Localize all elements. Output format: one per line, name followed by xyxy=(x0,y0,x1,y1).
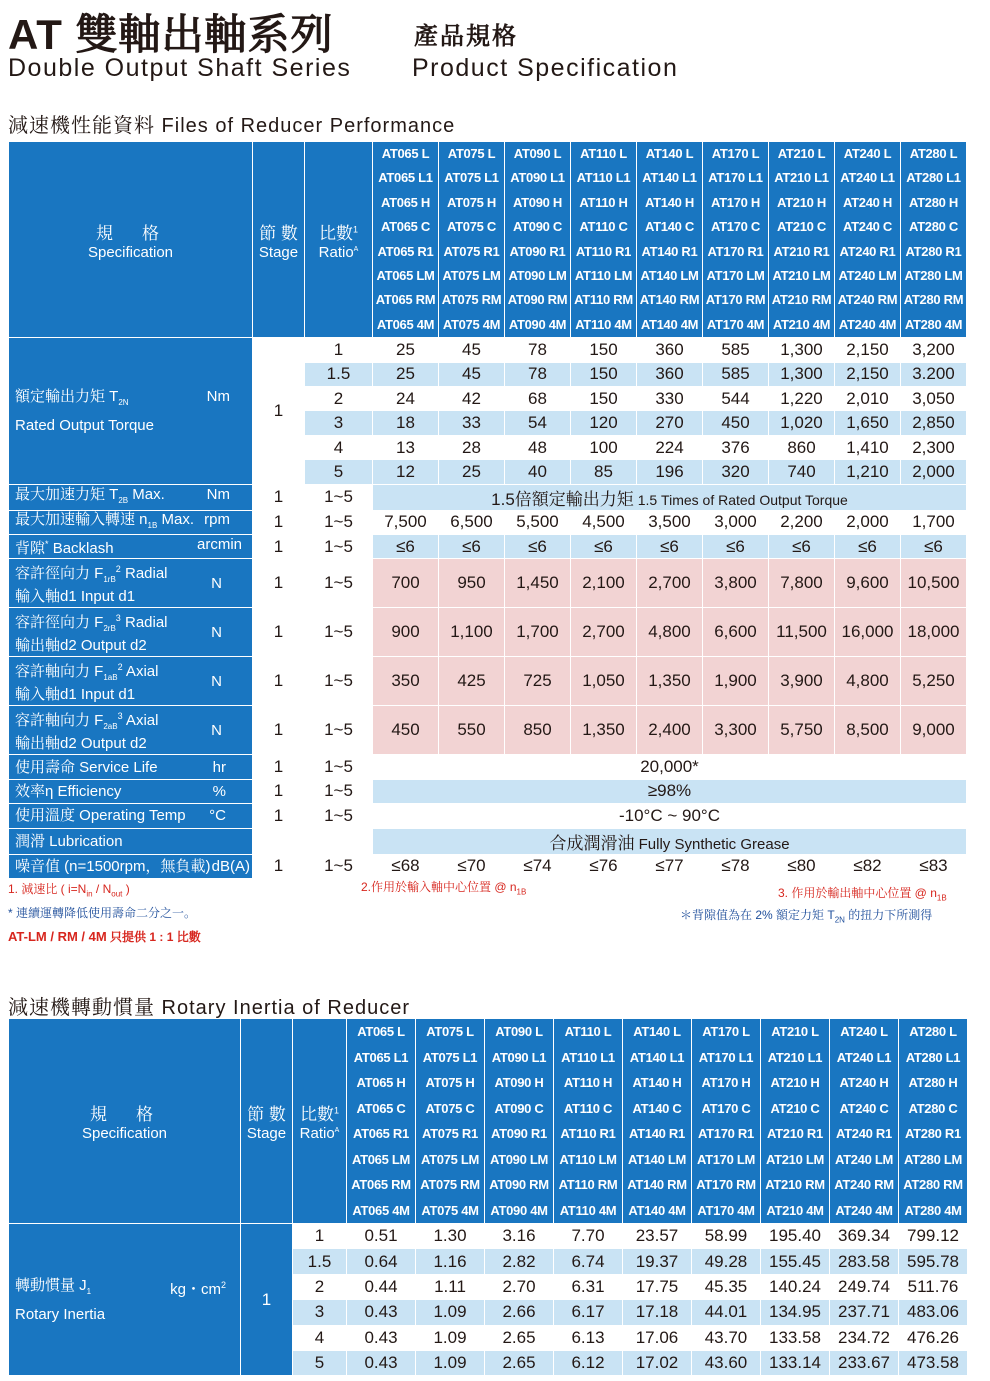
inertia-value: 595.78 xyxy=(899,1249,968,1274)
force-ratio: 1~5 xyxy=(305,608,373,657)
model-column-header: AT210 L AT210 L1 AT210 H AT210 C AT210 R1 AT210 LM AT210 RM AT210 4M xyxy=(761,1019,830,1224)
inertia-value: 369.34 xyxy=(830,1224,899,1249)
inertia-value: 133.14 xyxy=(761,1350,830,1375)
life-ratio: 1~5 xyxy=(305,755,373,779)
speed-stage: 1 xyxy=(253,510,305,534)
life-stage: 1 xyxy=(253,755,305,779)
inertia-value: 134.95 xyxy=(761,1300,830,1325)
torque-ratio: 3 xyxy=(305,411,373,435)
inertia-ratio: 1.5 xyxy=(293,1249,347,1274)
speed-value: 7,500 xyxy=(373,510,439,534)
note-output-shaft: 3. 作用於輸出軸中心位置 @ $n_{1B}$ xyxy=(778,886,947,903)
torque-value: 1,300 xyxy=(769,362,835,386)
torque-value: 85 xyxy=(571,460,637,484)
torque-value: 1,650 xyxy=(835,411,901,435)
noise-value: ≤77 xyxy=(637,854,703,878)
inertia-ratio: 5 xyxy=(293,1350,347,1375)
inertia-value: 155.45 xyxy=(761,1249,830,1274)
force-value: 950 xyxy=(439,559,505,608)
lube-label: 潤滑 Lubrication xyxy=(9,828,253,854)
inertia-value: 0.43 xyxy=(347,1300,416,1325)
torque-value: 13 xyxy=(373,435,439,459)
inertia-value: 140.24 xyxy=(761,1274,830,1299)
torque-value: 1,020 xyxy=(769,411,835,435)
torque-value: 585 xyxy=(703,338,769,362)
speed-ratio: 1~5 xyxy=(305,510,373,534)
performance-section-title: 減速機性能資料 Files of Reducer Performance xyxy=(8,115,456,137)
inertia-label: 轉動慣量 $J_1$ kg・$cm^2$ Rotary Inertia xyxy=(9,1224,241,1376)
torque-ratio: 4 xyxy=(305,435,373,459)
force-value: 8,500 xyxy=(835,706,901,755)
force-label: 容許軸向力 $F_{1aB}^2$ Axial 輸入軸d1 Input d1 N xyxy=(9,657,253,706)
model-column-header: AT170 L AT170 L1 AT170 H AT170 C AT170 R1 AT170 LM AT170 RM AT170 4M xyxy=(703,142,769,338)
model-column-header: AT065 L AT065 L1 AT065 H AT065 C AT065 R1 AT065 LM AT065 RM AT065 4M xyxy=(373,142,439,338)
torque-value: 860 xyxy=(769,435,835,459)
force-value: 1,350 xyxy=(637,657,703,706)
speed-value: 5,500 xyxy=(505,510,571,534)
inertia-value: 7.70 xyxy=(554,1224,623,1249)
backlash-label: 背隙* Backlash arcmin xyxy=(9,534,253,558)
inertia-value: 2.70 xyxy=(485,1274,554,1299)
model-column-header: AT110 L AT110 L1 AT110 H AT110 C AT110 R1 AT110 LM AT110 RM AT110 4M xyxy=(571,142,637,338)
lube-value: 合成潤滑油 Fully Synthetic Grease xyxy=(373,828,967,854)
force-value: 7,800 xyxy=(769,559,835,608)
temp-ratio: 1~5 xyxy=(305,804,373,828)
torque-value: 320 xyxy=(703,460,769,484)
stage-header: 節 數 Stage xyxy=(241,1019,293,1224)
force-stage: 1 xyxy=(253,657,305,706)
page-title-zh: AT 雙軸出軸系列 xyxy=(8,11,334,58)
inertia-ratio: 1 xyxy=(293,1224,347,1249)
force-value: 550 xyxy=(439,706,505,755)
inertia-table xyxy=(8,1018,968,1376)
inertia-value: 483.06 xyxy=(899,1300,968,1325)
model-column-header: AT280 L AT280 L1 AT280 H AT280 C AT280 R1 AT280 LM AT280 RM AT280 4M xyxy=(899,1019,968,1224)
inertia-value: 58.99 xyxy=(692,1224,761,1249)
torque-value: 3.200 xyxy=(901,362,967,386)
torque-value: 2,150 xyxy=(835,338,901,362)
inertia-value: 43.60 xyxy=(692,1350,761,1375)
torque-value: 150 xyxy=(571,362,637,386)
inertia-value: 1.09 xyxy=(416,1325,485,1350)
torque-value: 224 xyxy=(637,435,703,459)
force-label: 容許軸向力 $F_{2aB}^3$ Axial 輸出軸d2 Output d2 N xyxy=(9,706,253,755)
force-value: 6,600 xyxy=(703,608,769,657)
life-label: 使用壽命 Service Life hr xyxy=(9,755,253,779)
performance-table xyxy=(8,141,967,879)
model-column-header: AT170 L AT170 L1 AT170 H AT170 C AT170 R1 AT170 LM AT170 RM AT170 4M xyxy=(692,1019,761,1224)
torque-stage: 1 xyxy=(253,338,305,484)
torque-value: 150 xyxy=(571,338,637,362)
force-value: 1,050 xyxy=(571,657,637,706)
torque-value: 150 xyxy=(571,387,637,411)
inertia-value: 6.12 xyxy=(554,1350,623,1375)
model-column-header: AT075 L AT075 L1 AT075 H AT075 C AT075 R1 AT075 LM AT075 RM AT075 4M xyxy=(416,1019,485,1224)
force-stage: 1 xyxy=(253,706,305,755)
inertia-value: 1.30 xyxy=(416,1224,485,1249)
inertia-value: 0.44 xyxy=(347,1274,416,1299)
torque-value: 78 xyxy=(505,338,571,362)
accel-value: 1.5倍額定輸出力矩 1.5 Times of Rated Output Torque xyxy=(373,484,967,510)
temp-stage: 1 xyxy=(253,804,305,828)
model-column-header: AT140 L AT140 L1 AT140 H AT140 C AT140 R1 AT140 LM AT140 RM AT140 4M xyxy=(637,142,703,338)
inertia-value: 44.01 xyxy=(692,1300,761,1325)
force-value: 2,100 xyxy=(571,559,637,608)
torque-value: 2,010 xyxy=(835,387,901,411)
inertia-value: 511.76 xyxy=(899,1274,968,1299)
inertia-ratio: 2 xyxy=(293,1274,347,1299)
life-value: 20,000* xyxy=(373,755,967,779)
torque-ratio: 2 xyxy=(305,387,373,411)
force-value: 5,750 xyxy=(769,706,835,755)
torque-value: 28 xyxy=(439,435,505,459)
inertia-stage: 1 xyxy=(241,1224,293,1376)
torque-value: 360 xyxy=(637,338,703,362)
accel-ratio: 1~5 xyxy=(305,484,373,510)
force-stage: 1 xyxy=(253,559,305,608)
backlash-stage: 1 xyxy=(253,534,305,558)
inertia-value: 0.51 xyxy=(347,1224,416,1249)
force-ratio: 1~5 xyxy=(305,706,373,755)
speed-value: 1,700 xyxy=(901,510,967,534)
inertia-value: 0.43 xyxy=(347,1325,416,1350)
noise-value: ≤82 xyxy=(835,854,901,878)
inertia-value: 1.09 xyxy=(416,1350,485,1375)
force-stage: 1 xyxy=(253,608,305,657)
inertia-value: 17.75 xyxy=(623,1274,692,1299)
backlash-ratio: 1~5 xyxy=(305,534,373,558)
force-value: 3,900 xyxy=(769,657,835,706)
stage-header: 節 數 Stage xyxy=(253,142,305,338)
torque-value: 45 xyxy=(439,338,505,362)
inertia-value: 0.64 xyxy=(347,1249,416,1274)
efficiency-ratio: 1~5 xyxy=(305,779,373,803)
torque-value: 585 xyxy=(703,362,769,386)
efficiency-value: ≥98% xyxy=(373,779,967,803)
lube-stage xyxy=(253,828,305,854)
inertia-section-title: 減速機轉動慣量 Rotary Inertia of Reducer xyxy=(8,997,410,1019)
torque-value: 42 xyxy=(439,387,505,411)
torque-value: 25 xyxy=(373,362,439,386)
inertia-value: 6.31 xyxy=(554,1274,623,1299)
model-column-header: AT075 L AT075 L1 AT075 H AT075 C AT075 R1 AT075 LM AT075 RM AT075 4M xyxy=(439,142,505,338)
model-column-header: AT140 L AT140 L1 AT140 H AT140 C AT140 R1 AT140 LM AT140 RM AT140 4M xyxy=(623,1019,692,1224)
efficiency-label: 效率η Efficiency % xyxy=(9,779,253,803)
temp-value: -10°C ~ 90°C xyxy=(373,804,967,828)
note-input-shaft: 2.作用於輸入軸中心位置 @ $n_{1B}$ xyxy=(361,880,527,897)
speed-value: 4,500 xyxy=(571,510,637,534)
torque-value: 54 xyxy=(505,411,571,435)
force-value: 9,000 xyxy=(901,706,967,755)
backlash-value: ≤6 xyxy=(835,534,901,558)
noise-stage: 1 xyxy=(253,854,305,878)
speed-value: 3,000 xyxy=(703,510,769,534)
torque-value: 376 xyxy=(703,435,769,459)
force-value: 1,350 xyxy=(571,706,637,755)
inertia-value: 45.35 xyxy=(692,1274,761,1299)
note-backlash: ＊背隙值為在 2% 額定力矩 $T_{2N}$ 的扭力下所測得 xyxy=(680,908,933,925)
force-value: 1,900 xyxy=(703,657,769,706)
accel-label: 最大加速力矩 $T_{2B}$ Max. Nm xyxy=(9,484,253,510)
torque-ratio: 1 xyxy=(305,338,373,362)
torque-value: 3,050 xyxy=(901,387,967,411)
noise-value: ≤68 xyxy=(373,854,439,878)
inertia-value: 133.58 xyxy=(761,1325,830,1350)
torque-ratio: 1.5 xyxy=(305,362,373,386)
torque-value: 2,300 xyxy=(901,435,967,459)
torque-value: 1,410 xyxy=(835,435,901,459)
efficiency-stage: 1 xyxy=(253,779,305,803)
force-ratio: 1~5 xyxy=(305,657,373,706)
force-ratio: 1~5 xyxy=(305,559,373,608)
noise-value: ≤83 xyxy=(901,854,967,878)
force-value: 850 xyxy=(505,706,571,755)
torque-value: 2,850 xyxy=(901,411,967,435)
noise-label: 噪音值 (n=1500rpm，無負載) dB(A) xyxy=(9,854,253,878)
spec-header: 規 格 Specification xyxy=(9,1019,241,1224)
force-value: 1,700 xyxy=(505,608,571,657)
inertia-value: 0.43 xyxy=(347,1350,416,1375)
force-value: 3,300 xyxy=(703,706,769,755)
torque-value: 24 xyxy=(373,387,439,411)
model-column-header: AT065 L AT065 L1 AT065 H AT065 C AT065 R1 AT065 LM AT065 RM AT065 4M xyxy=(347,1019,416,1224)
force-value: 450 xyxy=(373,706,439,755)
backlash-value: ≤6 xyxy=(505,534,571,558)
torque-value: 544 xyxy=(703,387,769,411)
lube-ratio xyxy=(305,828,373,854)
ratio-header: 比數$^1$ Ratio$^A$ xyxy=(293,1019,347,1224)
inertia-value: 249.74 xyxy=(830,1274,899,1299)
force-label: 容許徑向力 $F_{1rB}^2$ Radial 輸入軸d1 Input d1 N xyxy=(9,559,253,608)
inertia-value: 19.37 xyxy=(623,1249,692,1274)
model-column-header: AT240 L AT240 L1 AT240 H AT240 C AT240 R1 AT240 LM AT240 RM AT240 4M xyxy=(835,142,901,338)
torque-value: 330 xyxy=(637,387,703,411)
inertia-value: 476.26 xyxy=(899,1325,968,1350)
inertia-ratio: 4 xyxy=(293,1325,347,1350)
model-column-header: AT280 L AT280 L1 AT280 H AT280 C AT280 R1 AT280 LM AT280 RM AT280 4M xyxy=(901,142,967,338)
force-value: 725 xyxy=(505,657,571,706)
speed-label: 最大加速輸入轉速 $n_{1B}$ Max. rpm xyxy=(9,510,253,534)
torque-value: 450 xyxy=(703,411,769,435)
torque-value: 1,220 xyxy=(769,387,835,411)
backlash-value: ≤6 xyxy=(637,534,703,558)
inertia-value: 17.02 xyxy=(623,1350,692,1375)
force-value: 700 xyxy=(373,559,439,608)
force-value: 350 xyxy=(373,657,439,706)
inertia-value: 237.71 xyxy=(830,1300,899,1325)
torque-value: 2,150 xyxy=(835,362,901,386)
force-value: 4,800 xyxy=(637,608,703,657)
noise-value: ≤74 xyxy=(505,854,571,878)
force-value: 2,700 xyxy=(637,559,703,608)
noise-ratio: 1~5 xyxy=(305,854,373,878)
backlash-value: ≤6 xyxy=(769,534,835,558)
inertia-value: 1.16 xyxy=(416,1249,485,1274)
force-value: 1,450 xyxy=(505,559,571,608)
force-value: 5,250 xyxy=(901,657,967,706)
ratio-header: 比數$^1$ Ratio$^A$ xyxy=(305,142,373,338)
noise-value: ≤70 xyxy=(439,854,505,878)
torque-value: 18 xyxy=(373,411,439,435)
model-column-header: AT110 L AT110 L1 AT110 H AT110 C AT110 R1 AT110 LM AT110 RM AT110 4M xyxy=(554,1019,623,1224)
speed-value: 6,500 xyxy=(439,510,505,534)
torque-value: 740 xyxy=(769,460,835,484)
note-continuous: * 連續運轉降低使用壽命二分之一。 xyxy=(8,906,197,920)
inertia-value: 17.06 xyxy=(623,1325,692,1350)
force-value: 425 xyxy=(439,657,505,706)
speed-value: 2,200 xyxy=(769,510,835,534)
model-column-header: AT090 L AT090 L1 AT090 H AT090 C AT090 R1 AT090 LM AT090 RM AT090 4M xyxy=(485,1019,554,1224)
spec-header: 規 格 Specification xyxy=(9,142,253,338)
inertia-value: 23.57 xyxy=(623,1224,692,1249)
torque-value: 2,000 xyxy=(901,460,967,484)
noise-value: ≤80 xyxy=(769,854,835,878)
torque-value: 25 xyxy=(373,338,439,362)
torque-value: 360 xyxy=(637,362,703,386)
torque-value: 45 xyxy=(439,362,505,386)
inertia-value: 234.72 xyxy=(830,1325,899,1350)
inertia-value: 6.74 xyxy=(554,1249,623,1274)
noise-value: ≤76 xyxy=(571,854,637,878)
force-value: 9,600 xyxy=(835,559,901,608)
page-subtitle-en: Product Specification xyxy=(412,54,679,82)
force-value: 4,800 xyxy=(835,657,901,706)
temp-label: 使用溫度 Operating Temp °C xyxy=(9,804,253,828)
force-value: 2,400 xyxy=(637,706,703,755)
page-subtitle-zh: 產品規格 xyxy=(414,23,518,50)
torque-value: 270 xyxy=(637,411,703,435)
backlash-value: ≤6 xyxy=(901,534,967,558)
torque-value: 48 xyxy=(505,435,571,459)
note-models: AT-LM / RM / 4M 只提供 1 : 1 比數 xyxy=(8,929,201,944)
torque-value: 1,300 xyxy=(769,338,835,362)
inertia-ratio: 3 xyxy=(293,1300,347,1325)
inertia-value: 2.82 xyxy=(485,1249,554,1274)
model-column-header: AT210 L AT210 L1 AT210 H AT210 C AT210 R1 AT210 LM AT210 RM AT210 4M xyxy=(769,142,835,338)
torque-value: 12 xyxy=(373,460,439,484)
page-title-en: Double Output Shaft Series xyxy=(8,54,352,82)
inertia-value: 17.18 xyxy=(623,1300,692,1325)
torque-value: 120 xyxy=(571,411,637,435)
speed-value: 2,000 xyxy=(835,510,901,534)
backlash-value: ≤6 xyxy=(373,534,439,558)
torque-value: 33 xyxy=(439,411,505,435)
inertia-value: 2.66 xyxy=(485,1300,554,1325)
torque-value: 100 xyxy=(571,435,637,459)
backlash-value: ≤6 xyxy=(439,534,505,558)
inertia-value: 6.13 xyxy=(554,1325,623,1350)
inertia-value: 195.40 xyxy=(761,1224,830,1249)
force-value: 900 xyxy=(373,608,439,657)
inertia-value: 233.67 xyxy=(830,1350,899,1375)
inertia-value: 473.58 xyxy=(899,1350,968,1375)
noise-value: ≤78 xyxy=(703,854,769,878)
torque-value: 40 xyxy=(505,460,571,484)
force-value: 18,000 xyxy=(901,608,967,657)
speed-value: 3,500 xyxy=(637,510,703,534)
torque-value: 196 xyxy=(637,460,703,484)
force-value: 10,500 xyxy=(901,559,967,608)
note-ratio: 1. 減速比 ( $i=N_{in} / N_{out}$ ) xyxy=(8,882,130,899)
force-value: 11,500 xyxy=(769,608,835,657)
inertia-value: 1.11 xyxy=(416,1274,485,1299)
force-label: 容許徑向力 $F_{2rB}^3$ Radial 輸出軸d2 Output d2 N xyxy=(9,608,253,657)
force-value: 1,100 xyxy=(439,608,505,657)
inertia-value: 1.09 xyxy=(416,1300,485,1325)
torque-ratio: 5 xyxy=(305,460,373,484)
torque-value: 1,210 xyxy=(835,460,901,484)
model-column-header: AT090 L AT090 L1 AT090 H AT090 C AT090 R1 AT090 LM AT090 RM AT090 4M xyxy=(505,142,571,338)
model-column-header: AT240 L AT240 L1 AT240 H AT240 C AT240 R1 AT240 LM AT240 RM AT240 4M xyxy=(830,1019,899,1224)
force-value: 2,700 xyxy=(571,608,637,657)
inertia-value: 283.58 xyxy=(830,1249,899,1274)
backlash-value: ≤6 xyxy=(571,534,637,558)
backlash-value: ≤6 xyxy=(703,534,769,558)
inertia-value: 6.17 xyxy=(554,1300,623,1325)
inertia-value: 2.65 xyxy=(485,1350,554,1375)
inertia-value: 799.12 xyxy=(899,1224,968,1249)
inertia-value: 43.70 xyxy=(692,1325,761,1350)
inertia-value: 2.65 xyxy=(485,1325,554,1350)
inertia-value: 3.16 xyxy=(485,1224,554,1249)
inertia-value: 49.28 xyxy=(692,1249,761,1274)
torque-value: 68 xyxy=(505,387,571,411)
force-value: 16,000 xyxy=(835,608,901,657)
torque-label: 額定輸出力矩 $T_{2N}$ Nm Rated Output Torque xyxy=(9,338,253,484)
torque-value: 78 xyxy=(505,362,571,386)
torque-value: 25 xyxy=(439,460,505,484)
torque-value: 3,200 xyxy=(901,338,967,362)
force-value: 3,800 xyxy=(703,559,769,608)
accel-stage: 1 xyxy=(253,484,305,510)
